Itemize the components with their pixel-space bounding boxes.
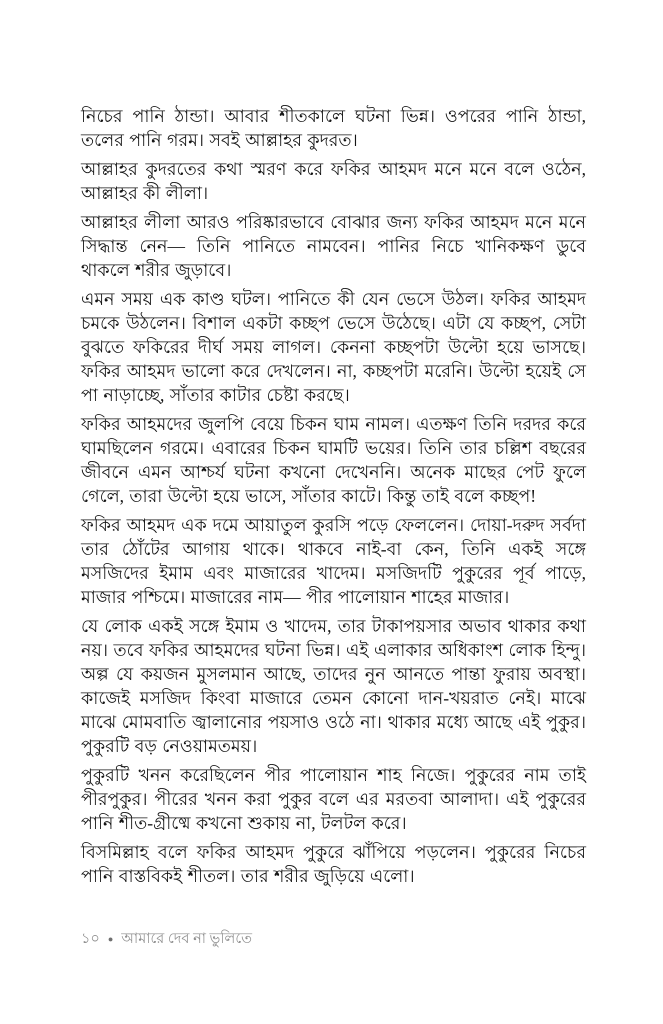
body-paragraph: আল্লাহর লীলা আরও পরিষ্কারভাবে বোঝার জন্য ফকির আহমদ মনে মনে সিদ্ধান্ত নেন— তিনি পানিতে নামবেন। পানির নিচে খানিকক্ষণ ডুবে থাকলে শরীর জুড়াবে। bbox=[81, 212, 586, 280]
book-title: আমারে দেব না ভুলিতে bbox=[121, 931, 253, 947]
body-paragraph: পুকুরটি খনন করেছিলেন পীর পালোয়ান শাহ নিজে। পুকুরের নাম তাই পীরপুকুর। পীরের খনন করা পুকুর বলে এর মরতবা আলাদা। এই পুকুরের পানি শীত-গ্রীষ্মে কখনো শুকায় না, টলটল করে। bbox=[81, 765, 586, 833]
body-paragraph: আল্লাহর কুদরতের কথা স্মরণ করে ফকির আহমদ মনে মনে বলে ওঠেন, আল্লাহর কী লীলা। bbox=[81, 159, 586, 203]
body-paragraph: ফকির আহমদের জুলপি বেয়ে চিকন ঘাম নামল। এতক্ষণ তিনি দরদর করে ঘামছিলেন গরমে। এবারের চিকন ঘামটি ভয়ের। তিনি তার চল্লিশ বছরের জীবনে এমন আশ্চর্য ঘটনা কখনো দেখেননি। অনেক মাছের পেট ফুলে গেলে, তারা উল্টো হয়ে ভাসে, সাঁতার কাটে। কিন্তু তাই বলে কচ্ছপ! bbox=[81, 414, 586, 506]
footer-bullet-icon: ● bbox=[107, 934, 114, 944]
body-paragraph: বিসমিল্লাহ বলে ফকির আহমদ পুকুরে ঝাঁপিয়ে পড়লেন। পুকুরের নিচের পানি বাস্তবিকই শীতল। তার শরীর জুড়িয়ে এলো। bbox=[81, 842, 586, 886]
page-body-text bbox=[81, 104, 586, 888]
body-paragraph: ফকির আহমদ এক দমে আয়াতুল কুরসি পড়ে ফেললেন। দোয়া-দরুদ সর্বদা তার ঠোঁটের আগায় থাকে। থাকবে নাই-বা কেন, তিনি একই সঙ্গে মসজিদের ইমাম এবং মাজারের খাদেম। মসজিদটি পুকুরের পূর্ব পাড়ে, মাজার পশ্চিমে। মাজারের নাম— পীর পালোয়ান শাহের মাজার। bbox=[81, 515, 586, 607]
page-number: ১০ bbox=[81, 931, 100, 947]
page-footer bbox=[81, 929, 252, 949]
body-paragraph: যে লোক একই সঙ্গে ইমাম ও খাদেম, তার টাকাপয়সার অভাব থাকার কথা নয়। তবে ফকির আহমদের ঘটনা ভিন্ন। এই এলাকার অধিকাংশ লোক হিন্দু। অল্প যে কয়জন মুসলমান আছে, তাদের নুন আনতে পান্তা ফুরায় অবস্থা। কাজেই মসজিদ কিংবা মাজারে তেমন কোনো দান-খয়রাত নেই। মাঝে মাঝে মোমবাতি জ্বালানোর পয়সাও ওঠে না। থাকার মধ্যে আছে এই পুকুর। পুকুরটি বড় নেওয়ামতময়। bbox=[81, 616, 586, 756]
body-paragraph: এমন সময় এক কাণ্ড ঘটল। পানিতে কী যেন ভেসে উঠল। ফকির আহমদ চমকে উঠলেন। বিশাল একটা কচ্ছপ ভেসে উঠেছে। এটা যে কচ্ছপ, সেটা বুঝতে ফকিরের দীর্ঘ সময় লাগল। কেননা কচ্ছপটা উল্টো হয়ে ভাসছে। ফকির আহমদ ভালো করে দেখলেন। না, কচ্ছপটা মরেনি। উল্টো হয়েই সে পা নাড়াচ্ছে, সাঁতার কাটার চেষ্টা করছে। bbox=[81, 289, 586, 405]
body-paragraph: নিচের পানি ঠান্ডা। আবার শীতকালে ঘটনা ভিন্ন। ওপরের পানি ঠান্ডা, তলের পানি গরম। সবই আল্লাহর কুদরত। bbox=[81, 106, 586, 150]
